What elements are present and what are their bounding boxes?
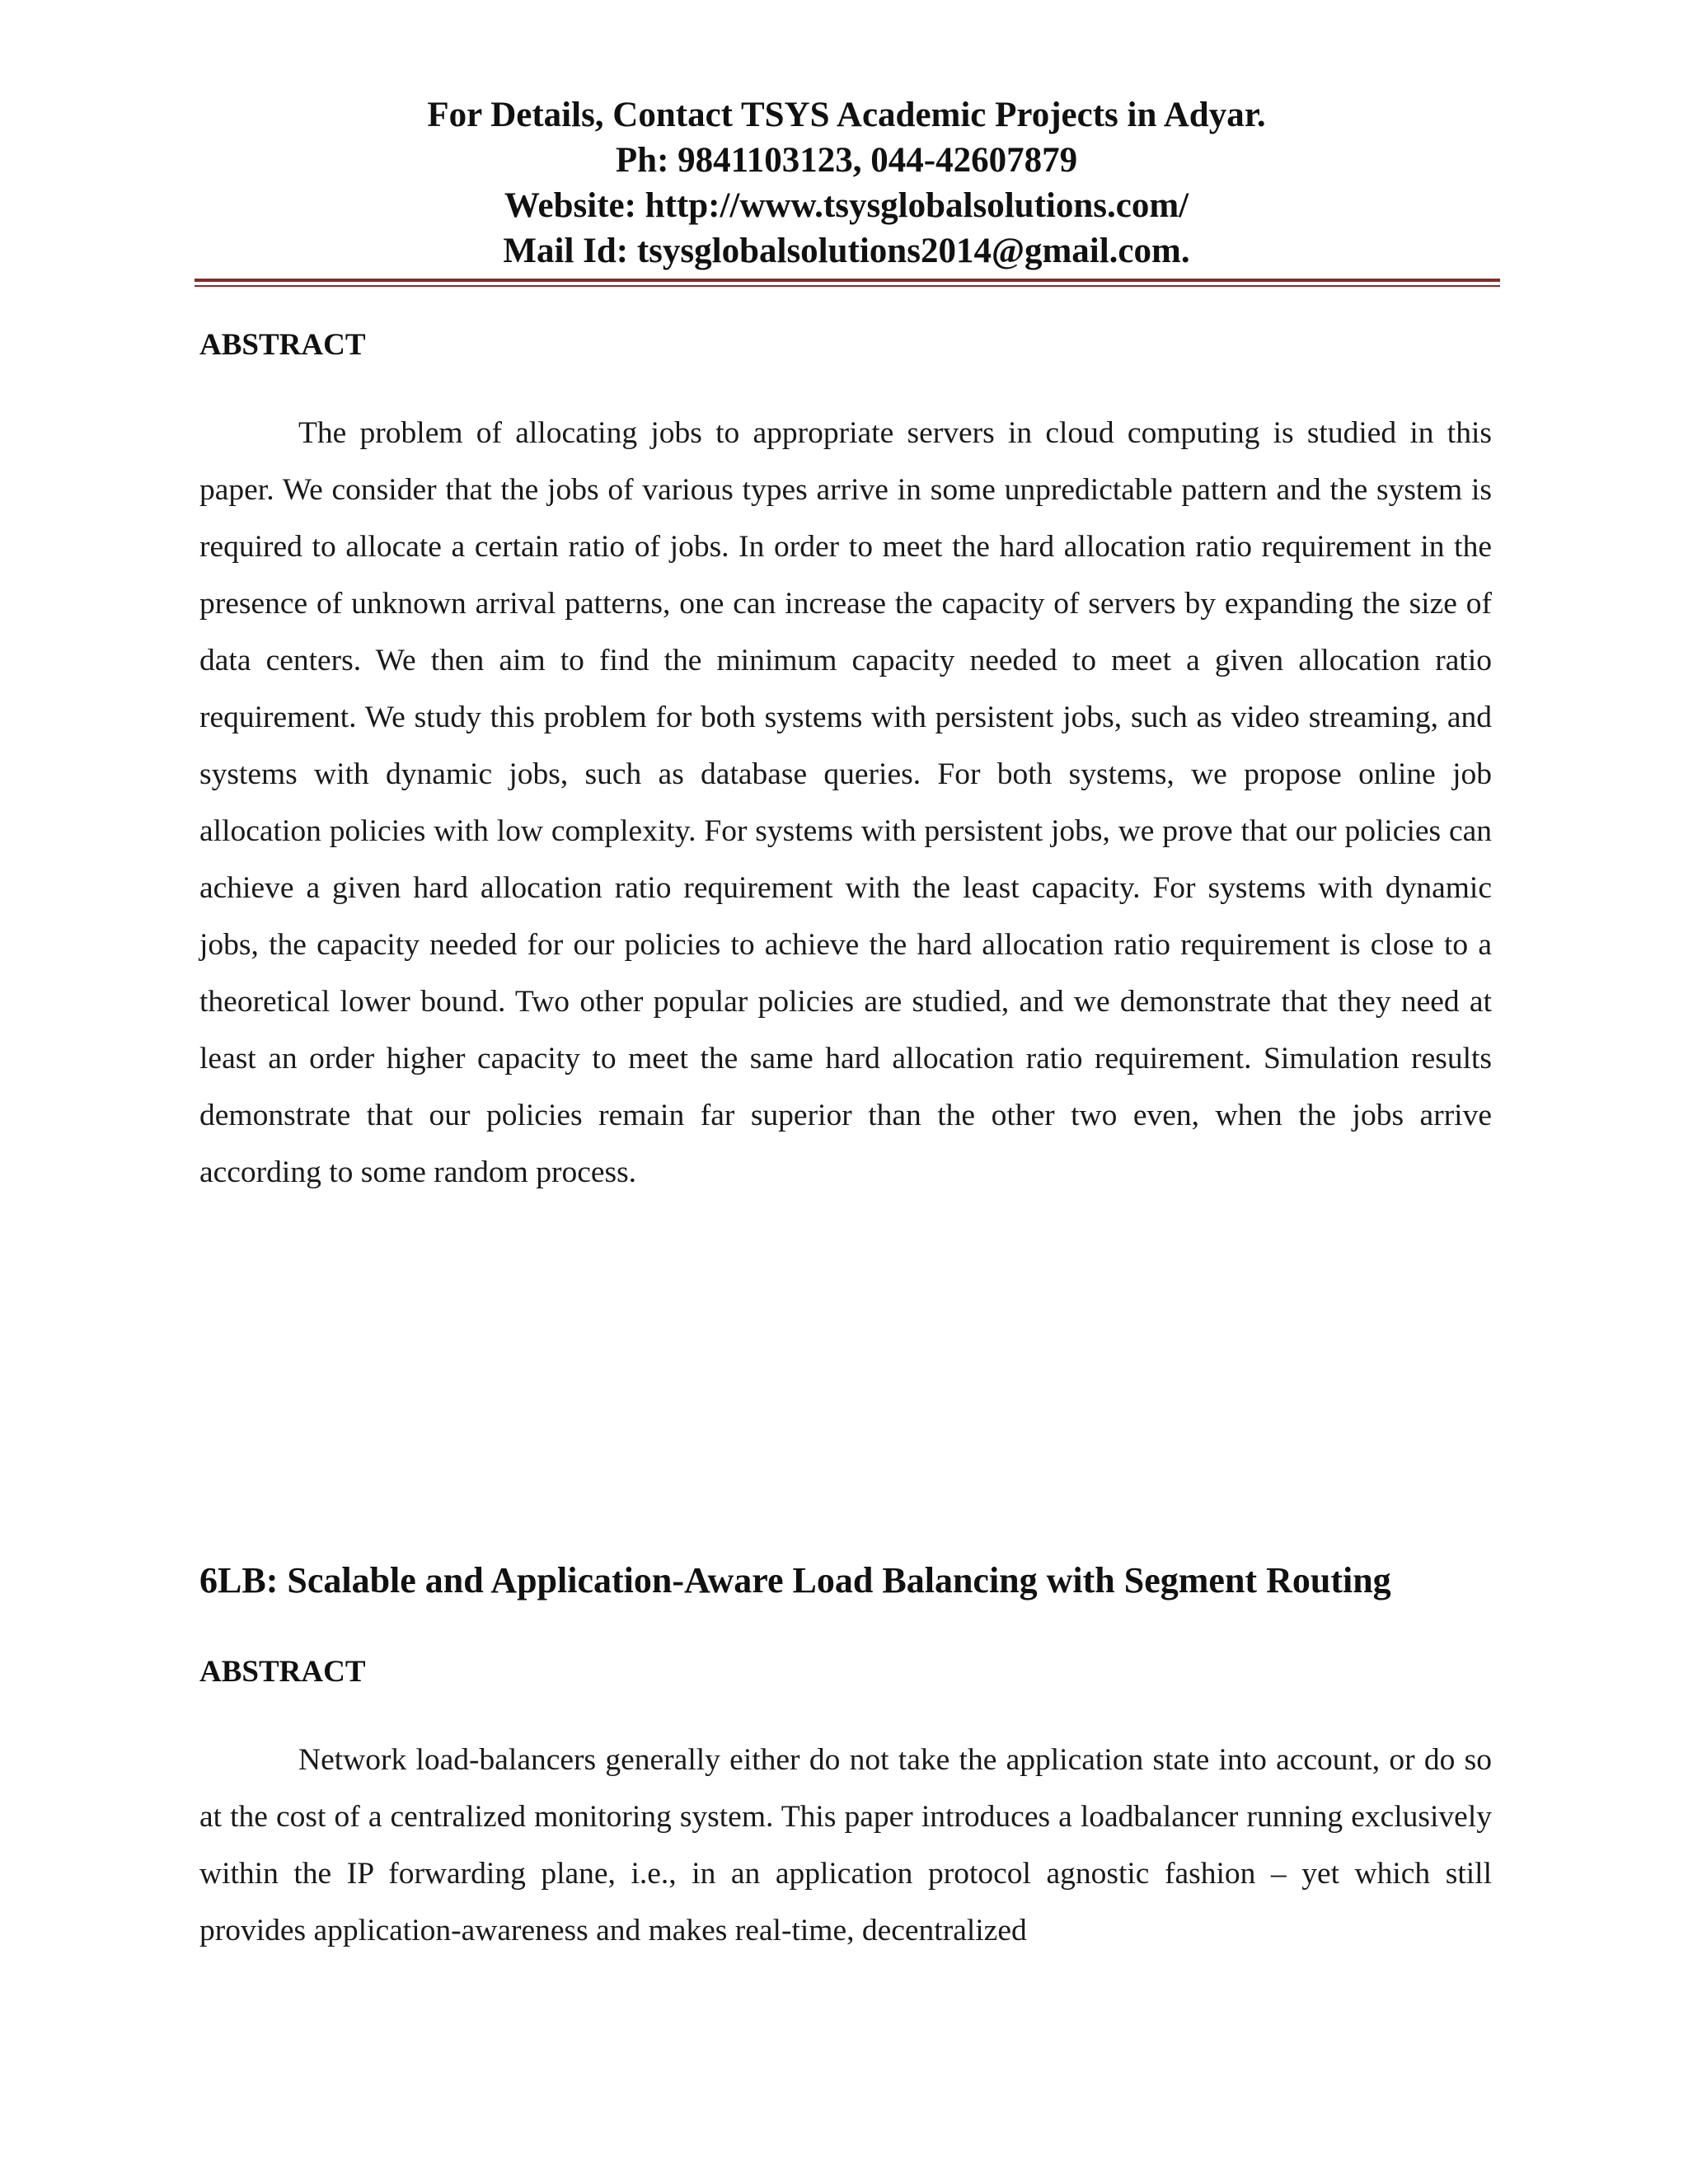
paper-title-2: 6LB: Scalable and Application-Aware Load Balancing with Segment Routing: [199, 1560, 1391, 1601]
contact-header: [198, 92, 1495, 274]
abstract-body-1: The problem of allocating jobs to appropriate servers in cloud computing is studied in this paper. We consider that the jobs of various types arrive in some unpredictable pattern and the system is required to allocate a certain ratio of jobs. In order to meet the hard allocation ratio requirement in the presence of unknown arrival patterns, one can increase the capacity of servers by expanding the size of data centers. We then aim to find the minimum capacity needed to meet a given allocation ratio requirement. We study this problem for both systems with persistent jobs, such as video streaming, and systems with dynamic jobs, such as database queries. For both systems, we propose online job allocation policies with low complexity. For systems with persistent jobs, we prove that our policies can achieve a given hard allocation ratio requirement with the least capacity. For systems with dynamic jobs, the capacity needed for our policies to achieve the hard allocation ratio requirement is close to a theoretical lower bound. Two other popular policies are studied, and we demonstrate that they need at least an order higher capacity to meet the same hard allocation ratio requirement. Simulation results demonstrate that our policies remain far superior than the other two even, when the jobs arrive according to some random process.: [199, 416, 1492, 1189]
abstract-heading-2: ABSTRACT: [199, 1655, 366, 1689]
header-website-line: Website: http://www.tsysglobalsolutions.com/: [504, 186, 1189, 225]
header-phone-line: Ph: 9841103123, 044-42607879: [615, 141, 1078, 180]
header-contact-line: For Details, Contact TSYS Academic Projects in Adyar.: [427, 96, 1266, 134]
header-divider: [195, 279, 1500, 287]
header-email-line: Mail Id: tsysglobalsolutions2014@gmail.com.: [503, 232, 1190, 270]
abstract-body-2: Network load-balancers generally either do not take the application state into account, or do so at the cost of a centralized monitoring system. This paper introduces a loadbalancer running exclusively within the IP forwarding plane, i.e., in an application protocol agnostic fashion – yet which still provides application-awareness and makes real-time, decentralized: [199, 1743, 1492, 1947]
abstract-heading-1: ABSTRACT: [199, 328, 366, 362]
